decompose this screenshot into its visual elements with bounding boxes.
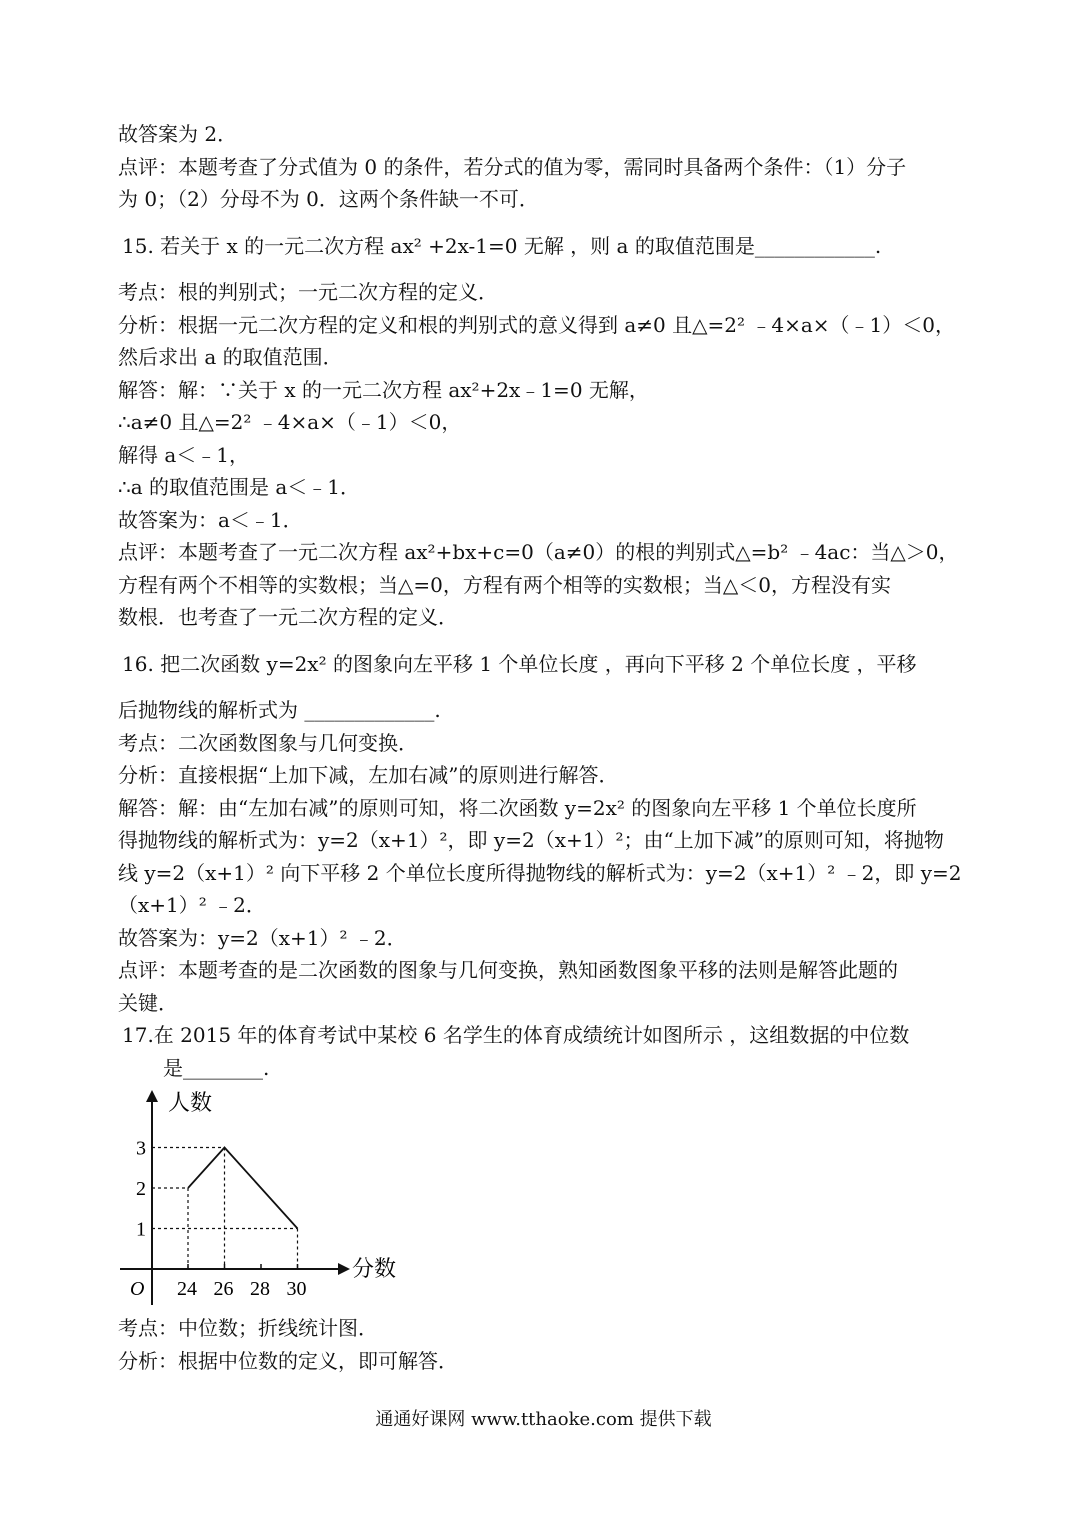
question-17: 17.在 2015 年的体育考试中某校 6 名学生的体育成绩统计如图所示 ，这组数据的中位数 [122, 1023, 910, 1047]
text-line: 关键． [118, 990, 178, 1015]
text-line: 方程有两个不相等的实数根；当△=0，方程有两个相等的实数根；当△＜0，方程没有实 [118, 572, 891, 597]
page-footer: 通通好课网 www.tthaoke.com 提供下载 [375, 1409, 712, 1430]
text-line: 解得 a＜﹣1， [118, 442, 250, 467]
question-17-blank: 是________. [163, 1055, 270, 1080]
series-line [188, 1148, 298, 1229]
text-line: 点评：本题考查了分式值为 0 的条件，若分式的值为零，需同时具备两个条件：（1）分子 [118, 154, 907, 179]
text-line: 考点：根的判别式；一元二次方程的定义． [118, 280, 498, 304]
y-axis-label: 人数 [168, 1090, 213, 1115]
text-line: 得抛物线的解析式为：y=2（x+1）²，即 y=2（x+1）²；由“上加下减”的原则可知，将抛物 [118, 828, 944, 852]
x-axis-label: 分数 [352, 1256, 397, 1281]
text-line: 数根．也考查了一元二次方程的定义． [118, 605, 458, 629]
text-line: 后抛物线的解析式为 _____________. [118, 698, 441, 722]
text-line: （x+1）² ﹣2． [118, 893, 266, 917]
text-line: 解答：解：∵关于 x 的一元二次方程 ax²+2x﹣1=0 无解， [118, 377, 649, 402]
text-line: 然后求出 a 的取值范围． [118, 345, 343, 369]
text-line: 点评：本题考查了一元二次方程 ax²+bx+c=0（a≠0）的根的判别式△=b² ﹣4ac：当△＞0， [118, 540, 959, 564]
text-line: 解答：解：由“左加右减”的原则可知，将二次函数 y=2x² 的图象向左平移 1 个单位长度所 [118, 795, 917, 820]
text-line: 考点：中位数；折线统计图． [118, 1316, 378, 1340]
text-line: ∴a≠0 且△=2² ﹣4×a×（﹣1）＜0， [118, 410, 462, 434]
x-tick-label: 28 [250, 1278, 270, 1300]
x-tick-label: 24 [177, 1278, 197, 1300]
text-line: 考点：二次函数图象与几何变换． [118, 730, 418, 755]
text-line: 分析：根据中位数的定义，即可解答． [118, 1348, 458, 1373]
line-chart-svg [118, 1090, 418, 1312]
text-line: 故答案为：a＜﹣1． [118, 507, 303, 532]
text-line: 分析：直接根据“上加下减，左加右减”的原则进行解答． [118, 763, 619, 787]
text-line: 为 0；（2）分母不为 0．这两个条件缺一不可． [118, 187, 539, 211]
question-15: 15. 若关于 x 的一元二次方程 ax² +2x-1=0 无解 ，则 a 的取值范围是____________. [122, 233, 882, 258]
text-line: 点评：本题考查的是二次函数的图象与几何变换，熟知函数图象平移的法则是解答此题的 [118, 958, 898, 982]
y-tick-label: 2 [136, 1178, 146, 1200]
text-line: 分析：根据一元二次方程的定义和根的判别式的意义得到 a≠0 且△=2² ﹣4×a×（﹣1）＜0， [118, 312, 955, 337]
y-tick-label: 3 [136, 1137, 146, 1160]
text-line: 线 y=2（x+1）² 向下平移 2 个单位长度所得抛物线的解析式为：y=2（x+1）² ﹣2，即 y=2 [118, 860, 962, 885]
origin-label: O [130, 1278, 145, 1300]
y-axis-arrow [146, 1090, 158, 1102]
x-tick-label: 30 [286, 1278, 307, 1300]
line-chart [118, 1090, 972, 1312]
text-line: 故答案为：y=2（x+1）² ﹣2． [118, 925, 407, 950]
question-16: 16. 把二次函数 y=2x² 的图象向左平移 1 个单位长度 ，再向下平移 2 个单位长度 ，平移 [122, 651, 917, 676]
text-line: ∴a 的取值范围是 a＜﹣1． [118, 475, 361, 499]
text-line: 故答案为 2． [118, 122, 238, 146]
x-axis-arrow [338, 1263, 350, 1275]
y-tick-label: 1 [136, 1218, 146, 1241]
document-body [118, 118, 972, 1377]
x-tick-label: 26 [213, 1278, 234, 1300]
